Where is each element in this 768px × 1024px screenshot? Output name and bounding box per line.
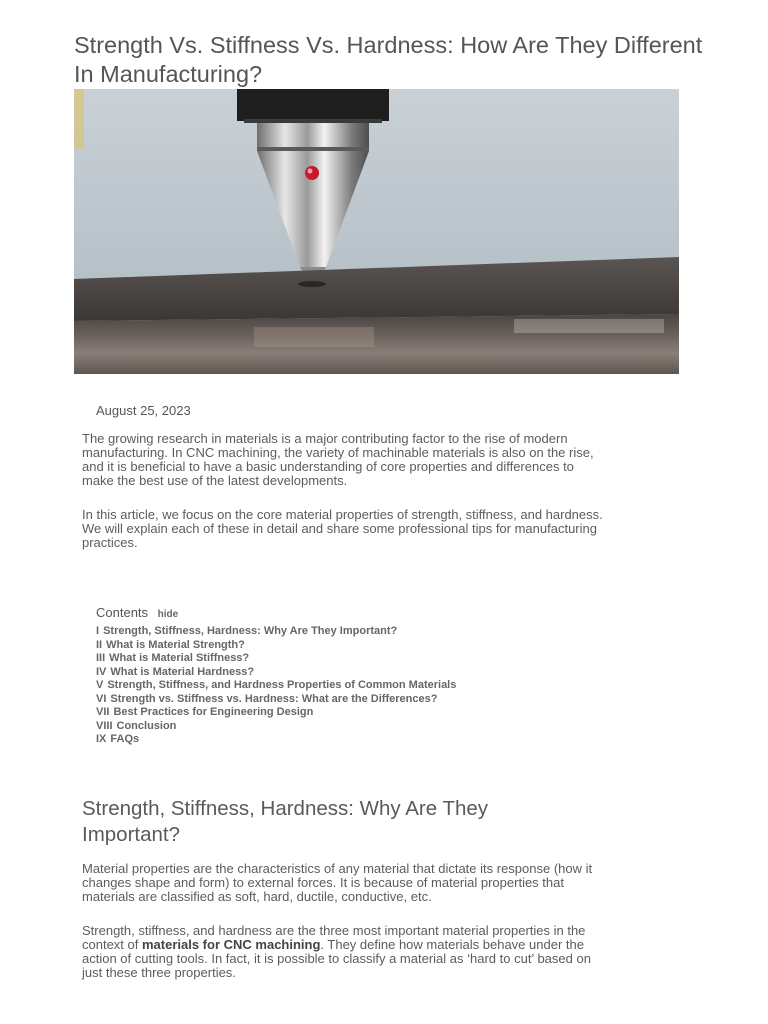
intro-paragraph-1: The growing research in materials is a major contributing factor to the rise of modern manufacturing. In CNC machining, the variety of machinable materials is also on the rise, and it is beneficial to have a basic understanding of core properties and differences to make the best use of the latest developments. xyxy=(82,431,594,488)
section-heading-line-1: Strength, Stiffness, Hardness: Why Are They xyxy=(82,797,489,820)
page-title xyxy=(74,31,768,88)
cnc-materials-link[interactable]: materials for CNC machining xyxy=(141,937,321,952)
section-paragraph-2: Strength, stiffness, and hardness are the three most important material properties in the context of materials for CNC machining. They define how materials behave under the action of cutting tools. In fact, it is possible to classify a material as ‘hard to cut’ based on just these three properties. xyxy=(82,923,591,980)
toc-item[interactable]: VI Strength vs. Stiffness vs. Hardness: What are the Differences? xyxy=(96,692,438,705)
toc-item[interactable]: VIII Conclusion xyxy=(96,719,177,732)
toc-item[interactable]: IX FAQs xyxy=(96,733,140,745)
section-paragraph-1: Material properties are the characteristics of any material that dictate its response (how it changes shape and form) to external forces. It is because of material properties that materials are classified as soft, hard, ductile, conductive, etc. xyxy=(82,861,593,904)
toc-item[interactable]: VII Best Practices for Engineering Design xyxy=(96,706,314,718)
post-date: August 25, 2023 xyxy=(96,403,191,418)
toc-list xyxy=(96,625,616,747)
toc-hide-toggle[interactable]: hide xyxy=(157,609,179,620)
toc-item[interactable]: II What is Material Strength? xyxy=(96,638,245,651)
page-title-line-2: In Manufacturing? xyxy=(74,60,263,87)
section-heading xyxy=(82,796,582,848)
section-heading-line-2: Important? xyxy=(82,823,180,846)
toc-item[interactable]: V Strength, Stiffness, and Hardness Properties of Common Materials xyxy=(96,679,457,691)
toc-item[interactable]: IV What is Material Hardness? xyxy=(96,665,255,678)
hero-image xyxy=(74,89,679,374)
page-title-line-1: Strength Vs. Stiffness Vs. Hardness: How Are They Different xyxy=(74,32,703,58)
toc-header xyxy=(96,605,616,625)
intro-paragraph-2: In this article, we focus on the core material properties of strength, stiffness, and hardness. We will explain each of these in detail and share some professional tips for manufacturing practices. xyxy=(82,507,603,550)
toc-item[interactable]: I Strength, Stiffness, Hardness: Why Are They Important? xyxy=(96,625,398,637)
toc-item[interactable]: III What is Material Stiffness? xyxy=(96,652,250,664)
table-of-contents xyxy=(96,605,616,747)
toc-title: Contents xyxy=(96,605,149,620)
